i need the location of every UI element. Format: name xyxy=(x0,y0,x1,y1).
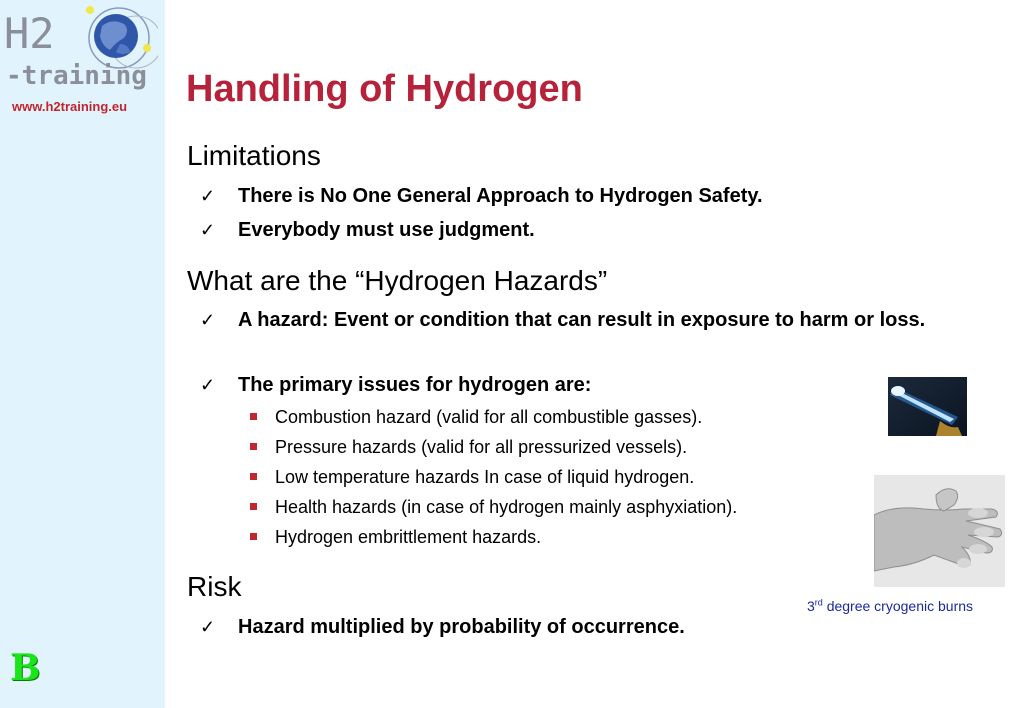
cryogenic-burn-hand-photo xyxy=(874,475,1005,587)
caption-number: 3 xyxy=(807,598,815,614)
list-item xyxy=(200,181,995,212)
heading-hydrogen-hazards: What are the “Hydrogen Hazards” xyxy=(187,265,608,296)
list-item-text: A hazard: Event or condition that can result in exposure to harm or loss. xyxy=(238,309,926,331)
slide-title: Handling of Hydrogen xyxy=(186,68,583,110)
photo-caption xyxy=(807,598,973,614)
checkmark-icon: ✓ xyxy=(200,220,216,240)
b-badge-icon: B xyxy=(10,647,41,689)
list-item-text: Everybody must use judgment. xyxy=(238,219,535,241)
checkmark-icon: ✓ xyxy=(200,375,216,395)
site-url-link[interactable]: www.h2training.eu xyxy=(12,99,128,114)
square-bullet-icon xyxy=(250,413,257,420)
list-item xyxy=(200,612,995,643)
list-item xyxy=(200,370,995,401)
checkmark-icon: ✓ xyxy=(200,617,216,637)
heading-limitations: Limitations xyxy=(187,140,321,171)
square-bullet-icon xyxy=(250,503,257,510)
heading-risk: Risk xyxy=(187,571,242,602)
list-item xyxy=(200,215,995,246)
square-bullet-icon xyxy=(250,473,257,480)
sub-list-item xyxy=(250,436,687,458)
checkmark-icon: ✓ xyxy=(200,186,216,206)
h2-training-logo xyxy=(4,4,158,90)
list-item-text: The primary issues for hydrogen are: xyxy=(238,374,592,396)
svg-text:-training: -training xyxy=(6,61,147,90)
sub-list-item-text: Low temperature hazards In case of liquid hydrogen. xyxy=(275,467,695,487)
list-item xyxy=(200,305,995,336)
square-bullet-icon xyxy=(250,533,257,540)
sub-list-item-text: Hydrogen embrittlement hazards. xyxy=(275,527,542,547)
square-bullet-icon xyxy=(250,443,257,450)
sub-list-item-text: Combustion hazard (valid for all combustible gasses). xyxy=(275,407,703,427)
sub-list-item xyxy=(250,496,737,518)
sidebar xyxy=(0,0,165,708)
list-item-text: Hazard multiplied by probability of occurrence. xyxy=(238,616,685,638)
checkmark-icon: ✓ xyxy=(200,310,216,330)
sub-list-item xyxy=(250,406,702,428)
caption-text: degree cryogenic burns xyxy=(822,598,974,614)
sub-list-item xyxy=(250,466,694,488)
hydrogen-flame-photo xyxy=(888,377,967,436)
sub-list-item-text: Health hazards (in case of hydrogen mainly asphyxiation). xyxy=(275,497,738,517)
caption-ordinal: rd xyxy=(814,597,823,608)
sub-list-item xyxy=(250,526,541,548)
svg-text:H2: H2 xyxy=(4,9,55,58)
sub-list-item-text: Pressure hazards (valid for all pressurized vessels). xyxy=(275,437,688,457)
list-item-text: There is No One General Approach to Hydrogen Safety. xyxy=(238,185,763,207)
